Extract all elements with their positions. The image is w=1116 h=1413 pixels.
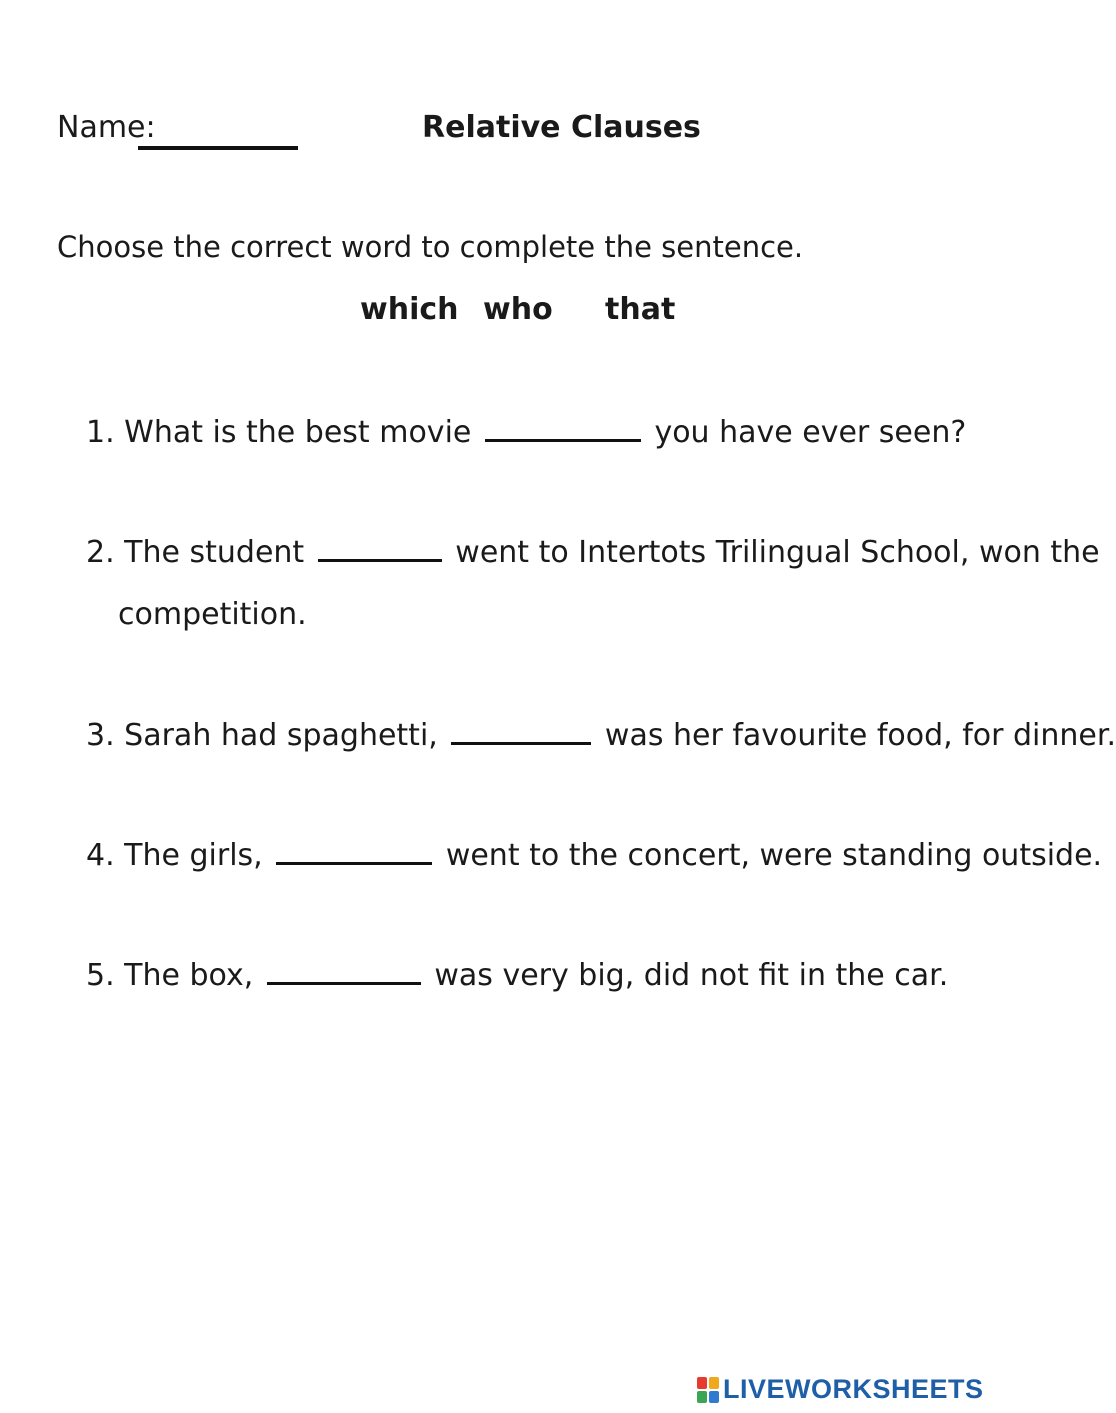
logo-square-blue (709, 1391, 719, 1403)
question-number: 4. (86, 838, 115, 873)
question-text-after: was very big, did not fit in the car. (434, 958, 949, 993)
question-number: 2. (86, 535, 115, 570)
liveworksheets-logo (697, 1374, 984, 1405)
question-text-before: The box, (124, 958, 254, 993)
name-blank[interactable] (138, 146, 298, 150)
question-5 (86, 958, 948, 993)
word-bank-which: which (360, 292, 459, 327)
answer-blank-2[interactable] (318, 559, 442, 562)
name-label: Name: (57, 110, 156, 145)
question-text-before: The girls, (124, 838, 263, 873)
question-text-after: went to Intertots Trilingual School, won the (455, 535, 1100, 570)
liveworksheets-logo-icon (697, 1377, 719, 1403)
logo-square-yellow (709, 1377, 719, 1389)
question-text-before: What is the best movie (124, 415, 472, 450)
logo-square-red (697, 1377, 707, 1389)
page-title: Relative Clauses (422, 110, 701, 145)
question-text-before: The student (124, 535, 305, 570)
question-3 (86, 718, 1116, 753)
instruction-text: Choose the correct word to complete the sentence. (57, 230, 804, 264)
question-text-after: was her favourite food, for dinner. (604, 718, 1116, 753)
answer-blank-4[interactable] (276, 862, 432, 865)
logo-square-green (697, 1391, 707, 1403)
question-number: 1. (86, 415, 115, 450)
question-4 (86, 838, 1102, 873)
answer-blank-3[interactable] (451, 742, 591, 745)
word-bank-who: who (483, 292, 553, 327)
answer-blank-5[interactable] (267, 982, 421, 985)
question-number: 5. (86, 958, 115, 993)
question-number: 3. (86, 718, 115, 753)
question-2-continuation: competition. (118, 597, 307, 632)
question-text-after: you have ever seen? (654, 415, 967, 450)
question-2 (86, 535, 1100, 570)
brand-name: LIVEWORKSHEETS (723, 1374, 984, 1404)
answer-blank-1[interactable] (485, 439, 641, 442)
word-bank-that: that (605, 292, 676, 327)
question-text-after: went to the concert, were standing outside. (445, 838, 1103, 873)
question-text-before: Sarah had spaghetti, (124, 718, 438, 753)
question-1 (86, 415, 966, 450)
